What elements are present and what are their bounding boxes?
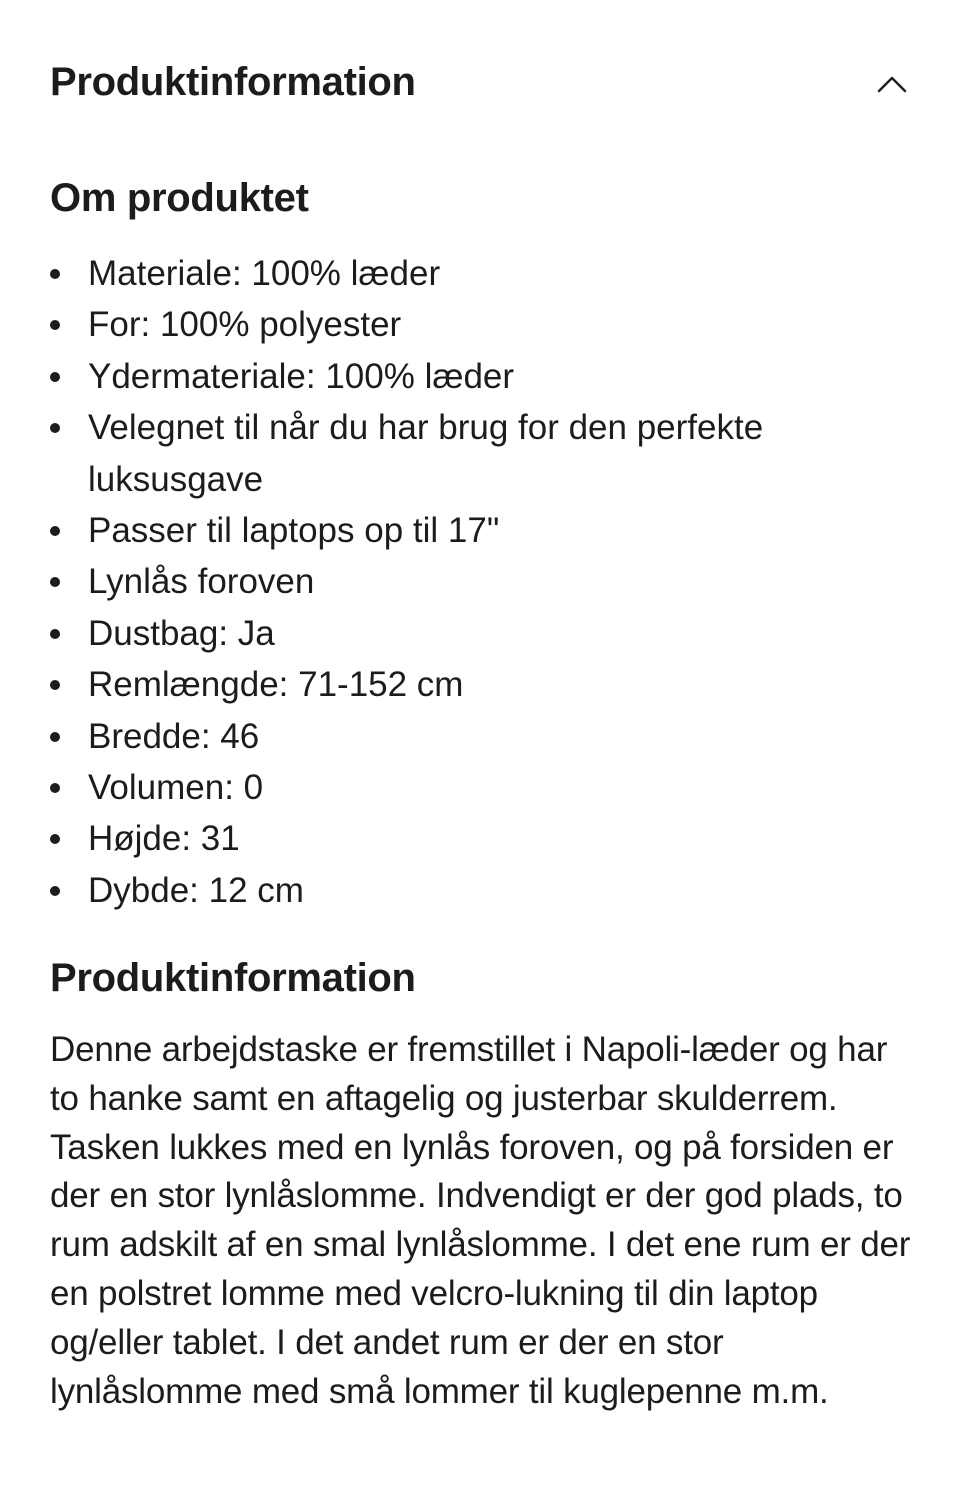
bullet-dot-icon [50,886,60,896]
bullet-dot-icon [50,629,60,639]
product-description: Denne arbejdstaske er fremstillet i Napoli-læder og har to hanke samt en aftagelig og justerbar skulderrem. Tasken lukkes med en lynlås foroven, og på forsiden er der en stor lynlåslomme. Indvendigt er der god plads, to rum adskilt af en smal lynlåslomme. I det ene rum er der en polstret lomme med velcro-lukning til din laptop og/eller tablet. I det andet rum er der en stor lynlåslomme med små lommer til kuglepenne m.m. [50,1030,911,1411]
bullet-dot-icon [50,680,60,690]
accordion-header[interactable] [0,0,960,160]
bullet-dot-icon [50,732,60,742]
accordion-title: Produktinformation [50,60,416,104]
list-item: Lynlås foroven [50,556,910,607]
list-item: Dustbag: Ja [50,608,910,659]
list-item: Dybde: 12 cm [50,865,910,916]
chevron-up-icon[interactable] [870,62,914,106]
list-item: Remlængde: 71-152 cm [50,659,910,710]
list-item: Materiale: 100% læder [50,248,910,299]
list-item: Volumen: 0 [50,762,910,813]
list-item: Passer til laptops op til 17" [50,505,910,556]
bullet-dot-icon [50,783,60,793]
bullet-dot-icon [50,834,60,844]
product-attributes-list [50,248,910,916]
info-heading: Produktinformation [50,956,416,1000]
list-item: Ydermateriale: 100% læder [50,351,910,402]
bullet-dot-icon [50,372,60,382]
list-item: For: 100% polyester [50,299,910,350]
about-heading: Om produktet [50,176,309,220]
list-item: Højde: 31 [50,813,910,864]
bullet-dot-icon [50,526,60,536]
bullet-dot-icon [50,269,60,279]
bullet-dot-icon [50,423,60,433]
list-item: Velegnet til når du har brug for den perfekte luksusgave [50,402,910,505]
bullet-dot-icon [50,577,60,587]
bullet-dot-icon [50,320,60,330]
list-item: Bredde: 46 [50,711,910,762]
